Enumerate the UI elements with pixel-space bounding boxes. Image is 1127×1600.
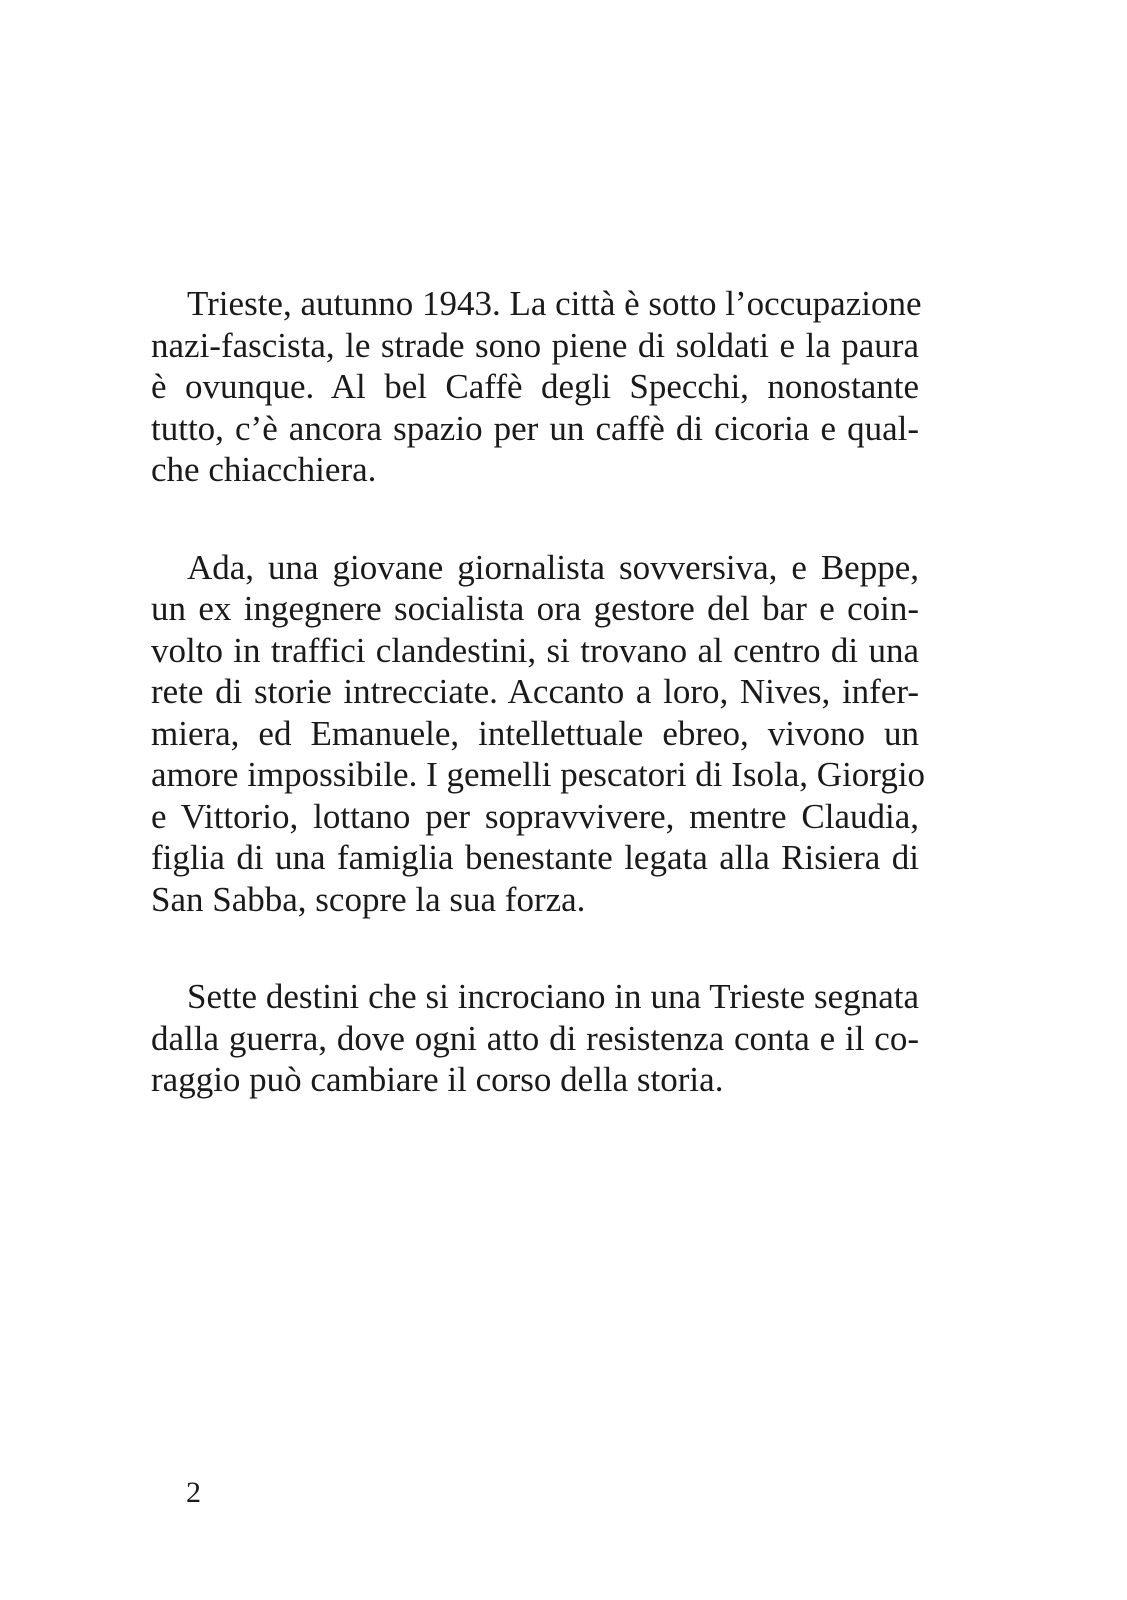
paragraph-line: Sette destini che si incrociano in una Trieste segnata xyxy=(187,977,919,1016)
paragraph-3 xyxy=(151,976,919,1101)
paragraph-line: un ex ingegnere socialista ora gestore del bar e coin- xyxy=(151,589,919,628)
paragraph-line: Trieste, autunno 1943. La città è sotto l’occupazione xyxy=(187,284,922,323)
paragraph-line: miera, ed Emanuele, intellettuale ebreo, vivono un xyxy=(151,713,919,753)
paragraph-line: figlia di una famiglia benestante legata alla Risiera di xyxy=(151,838,919,877)
body-text xyxy=(151,283,926,1101)
paragraph-line: amore impossibile. I gemelli pescatori di Isola, Giorgio xyxy=(151,755,926,794)
paragraph-line: nazi-fascista, le strade sono piene di soldati e la paura xyxy=(151,325,919,365)
paragraph-line: volto in traffici clandestini, si trovano al centro di una xyxy=(151,630,919,670)
paragraph-line: che chiacchiera. xyxy=(151,450,377,489)
paragraph-line: è ovunque. Al bel Caffè degli Specchi, nonostante xyxy=(151,367,919,406)
paragraph-line: tutto, c’è ancora spazio per un caffè di cicoria e qual- xyxy=(151,408,919,448)
paragraph-line: dalla guerra, dove ogni atto di resistenza conta e il co- xyxy=(151,1018,919,1058)
paragraph-line: San Sabba, scopre la sua forza. xyxy=(151,879,586,919)
paragraph-line: raggio può cambiare il corso della storia. xyxy=(151,1060,724,1099)
paragraph-2 xyxy=(151,547,926,921)
paragraph-line: e Vittorio, lottano per sopravvivere, mentre Claudia, xyxy=(151,796,919,836)
paragraph-line: rete di storie intrecciate. Accanto a loro, Nives, infer- xyxy=(151,672,919,711)
paragraph-line: Ada, una giovane giornalista sovversiva, e Beppe, xyxy=(187,547,919,587)
page-number: 2 xyxy=(186,1476,201,1509)
paragraph-1 xyxy=(151,283,922,491)
